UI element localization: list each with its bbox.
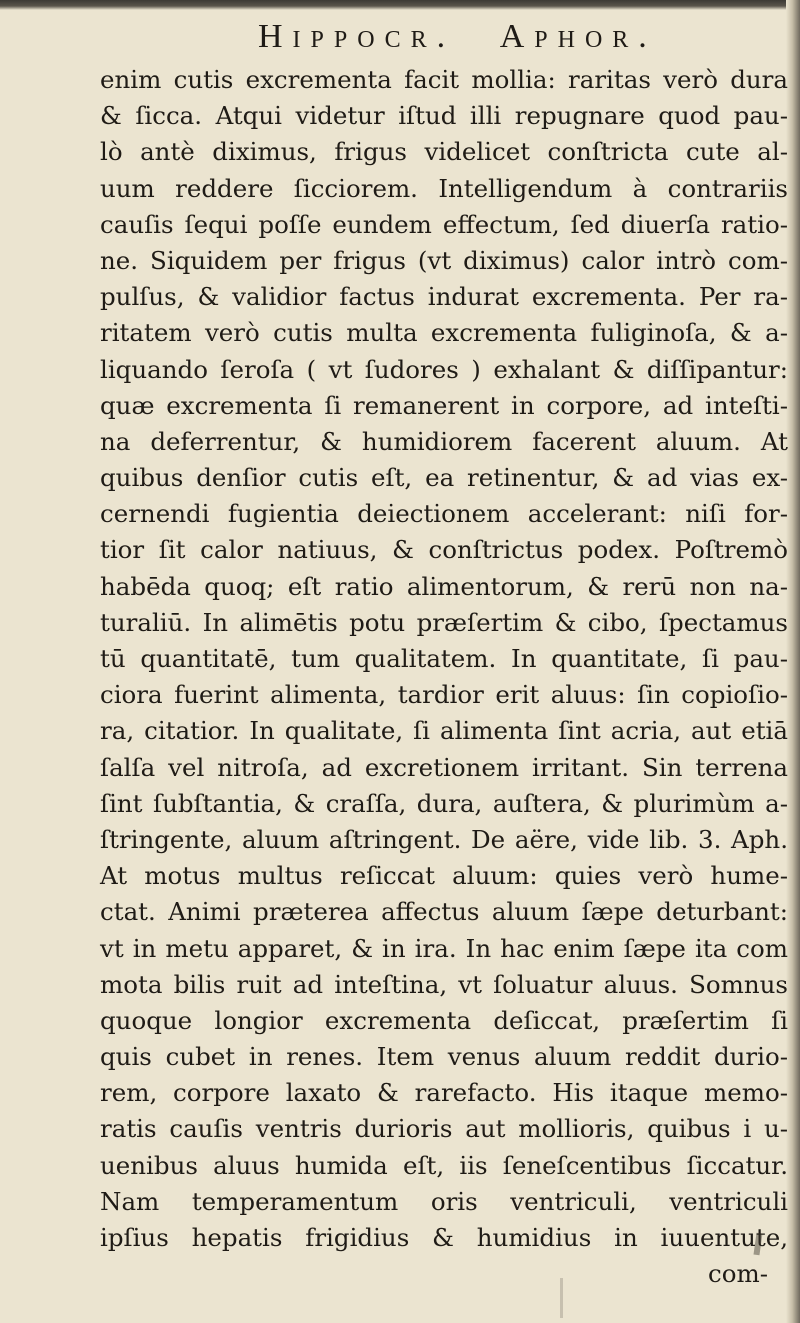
body-text bbox=[100, 62, 788, 1292]
text-line: At motus multus reſiccat aluum: quies verò hume- bbox=[100, 861, 788, 891]
text-line: rem, corpore laxato & rarefacto. His itaque memo- bbox=[100, 1078, 788, 1108]
running-head bbox=[258, 16, 657, 58]
text-line: ipſius hepatis frigidius & humidius in iuuentute, bbox=[100, 1223, 788, 1252]
text-line: quæ excrementa ſi remanerent in corpore, ad inteſti- bbox=[100, 390, 788, 420]
text-line: ſtringente, aluum aſtringent. De aëre, vide lib. 3. Aph. bbox=[100, 824, 788, 854]
text-line: cernendi fugientia deiectionem accelerant: niſi for- bbox=[100, 499, 788, 529]
text-line: ratis cauſis ventris durioris aut mollioris, quibus i u- bbox=[100, 1114, 788, 1144]
text-line: ciora fuerint alimenta, tardior erit aluus: ſin copioſio- bbox=[100, 680, 788, 710]
text-line: mota bilis ruit ad inteſtina, vt ſoluatur aluus. Somnus bbox=[100, 969, 788, 999]
text-line: quis cubet in renes. Item venus aluum reddit durio- bbox=[100, 1042, 788, 1072]
text-line: lò antè diximus, frigus videlicet conſtricta cute al- bbox=[100, 137, 788, 167]
text-line: habēda quoq; eſt ratio alimentorum, & rerū non na- bbox=[100, 571, 788, 601]
running-head-right: Aphor. bbox=[499, 18, 657, 55]
text-line: liquando ſeroſa ( vt ſudores ) exhalant & diſſipantur: bbox=[100, 354, 788, 384]
text-line: tior ſit calor natiuus, & conſtrictus podex. Poſtremò bbox=[100, 535, 788, 565]
text-line: ra, citatior. In qualitate, ſi alimenta ſint acria, aut etiā bbox=[100, 716, 788, 746]
paper-mark bbox=[560, 1278, 563, 1318]
binding-edge-shadow bbox=[786, 0, 800, 1323]
text-line: ctat. Animi præterea affectus aluum ſæpe deturbant: bbox=[100, 897, 788, 927]
text-line: quoque longior excrementa deſiccat, præſertim ſi bbox=[100, 1005, 788, 1035]
text-line: ſalſa vel nitroſa, ad excretionem irritant. Sin terrena bbox=[100, 752, 788, 782]
text-line: quibus denſior cutis eſt, ea retinentur, & ad vias ex- bbox=[100, 463, 788, 493]
text-line: pulſus, & validior factus indurat excrementa. Per ra- bbox=[100, 282, 788, 312]
text-line: tū quantitatē, tum qualitatem. In quantitate, ſi pau- bbox=[100, 644, 788, 673]
text-line: uum reddere ſicciorem. Intelligendum à contrariis bbox=[100, 173, 788, 203]
text-line: na deferrentur, & humidiorem facerent aluum. At bbox=[100, 426, 788, 456]
catchword: com- bbox=[708, 1259, 768, 1289]
text-line: Nam temperamentum oris ventriculi, ventriculi bbox=[100, 1186, 788, 1216]
text-line: vt in metu apparet, & in ira. In hac enim ſæpe ita com bbox=[100, 933, 788, 963]
running-head-left: Hippocr. bbox=[258, 18, 456, 55]
top-edge-shadow bbox=[0, 0, 800, 10]
text-line: ne. Siquidem per frigus (vt diximus) calor intrò com- bbox=[100, 245, 788, 275]
text-line: ritatem verò cutis multa excrementa fuliginoſa, & a- bbox=[100, 318, 788, 348]
text-line: uenibus aluus humida eſt, iis ſeneſcentibus ſiccatur. bbox=[100, 1150, 788, 1180]
text-line: turaliū. In alimētis potu præſertim & cibo, ſpectamus bbox=[100, 607, 788, 637]
text-line: & ſicca. Atqui videtur iſtud illi repugnare quod pau- bbox=[100, 101, 788, 131]
text-line: enim cutis excrementa facit mollia: raritas verò dura bbox=[100, 65, 788, 94]
text-line: ſint ſubſtantia, & craſſa, dura, auſtera, & plurimùm a- bbox=[100, 788, 788, 818]
text-line: cauſis ſequi poſſe eundem effectum, ſed diuerſa ratio- bbox=[100, 209, 788, 239]
